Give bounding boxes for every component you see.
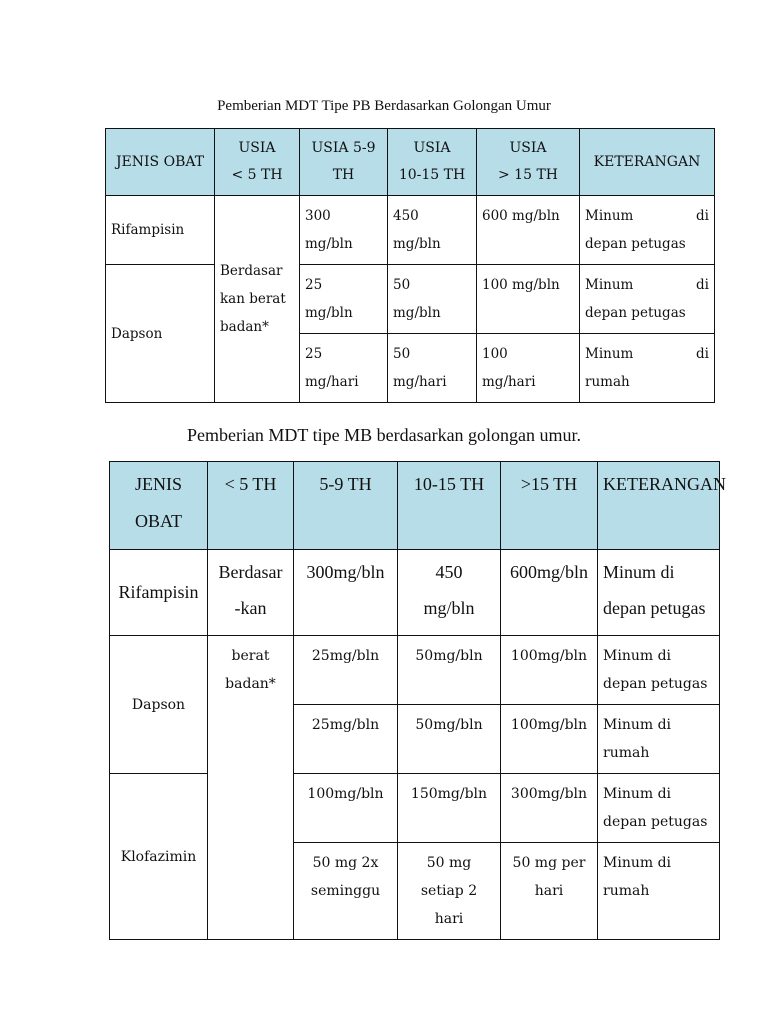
pb-row-dapson-1 bbox=[106, 265, 715, 334]
pb-header-age4-line2: > 15 TH bbox=[498, 167, 558, 183]
mb-cell-line: 450 bbox=[435, 562, 463, 582]
mb-cell-line: Minum di bbox=[603, 786, 672, 802]
mb-cell-line: mg/bln bbox=[423, 598, 475, 618]
mb-drug-klofazimin bbox=[110, 774, 208, 940]
mb-cell-line: seminggu bbox=[310, 883, 381, 899]
mb-header-age1-label: < 5 TH bbox=[224, 474, 277, 494]
pb-cell-line: 100 mg/bln bbox=[482, 277, 560, 293]
mb-cell-line: 300mg/bln bbox=[306, 562, 385, 582]
mb-row-klofazimin-1 bbox=[110, 774, 720, 843]
mb-cell bbox=[501, 705, 598, 774]
pb-drug-label: Dapson bbox=[111, 325, 163, 342]
pb-header-age-under5 bbox=[215, 129, 300, 196]
pb-notes-word: Minum bbox=[585, 346, 634, 362]
pb-cell-line: 100 bbox=[482, 346, 508, 362]
pb-under5-note-line1: Berdasar bbox=[220, 263, 283, 279]
mb-cell bbox=[294, 843, 398, 940]
pb-notes-line1 bbox=[585, 340, 709, 368]
pb-cell-line: 600 mg/bln bbox=[482, 208, 560, 224]
pb-cell-line: 300 bbox=[305, 208, 331, 224]
mb-notes-cell bbox=[598, 705, 720, 774]
mb-rif-age1 bbox=[208, 550, 294, 636]
pb-header-age-over15 bbox=[477, 129, 580, 196]
mb-cell-line: 50mg/bln bbox=[415, 717, 483, 733]
pb-cell-line: mg/bln bbox=[305, 236, 353, 252]
mb-header-drug bbox=[110, 462, 208, 550]
mb-rif-notes bbox=[598, 550, 720, 636]
pb-drug-rifampisin bbox=[106, 196, 215, 265]
pb-cell-line: 25 bbox=[305, 277, 323, 293]
mb-cell bbox=[398, 705, 501, 774]
mb-cell-line: Minum di bbox=[603, 648, 672, 664]
mb-cell-line: 300mg/bln bbox=[510, 786, 588, 802]
mb-drug-dapson bbox=[110, 636, 208, 774]
mb-cell-line: hari bbox=[434, 911, 464, 927]
mb-cell-line: 50 mg per bbox=[512, 855, 586, 871]
mb-row-rifampisin bbox=[110, 550, 720, 636]
pb-cell bbox=[388, 334, 477, 403]
pb-header-notes bbox=[580, 129, 715, 196]
pb-cell-line: mg/hari bbox=[393, 374, 447, 390]
pb-cell bbox=[477, 196, 580, 265]
mb-cell-line: rumah bbox=[603, 745, 650, 761]
pb-under5-note-line2: kan berat bbox=[220, 291, 286, 307]
mb-cell-line: depan petugas bbox=[603, 814, 708, 830]
pb-drug-label: Rifampisin bbox=[111, 222, 185, 238]
pb-cell-line: mg/bln bbox=[393, 305, 441, 321]
pb-cell bbox=[477, 265, 580, 334]
mb-header-age2-label: 5-9 TH bbox=[319, 474, 372, 494]
mb-cell-line: setiap 2 bbox=[420, 883, 478, 899]
mb-cell bbox=[398, 843, 501, 940]
mb-rif-age4 bbox=[501, 550, 598, 636]
pb-header-age1-line1: USIA bbox=[238, 140, 276, 156]
mb-cell-line: Minum di bbox=[603, 562, 675, 582]
mb-header-age4-label: >15 TH bbox=[520, 474, 578, 494]
pb-notes-word: di bbox=[696, 346, 709, 362]
pb-notes-line2: depan petugas bbox=[585, 305, 686, 321]
mb-notes-cell bbox=[598, 774, 720, 843]
mb-table-title: Pemberian MDT tipe MB berdasarkan golongan umur. bbox=[186, 425, 582, 445]
mb-drug-label: Klofazimin bbox=[120, 848, 197, 865]
mb-cell-line: Berdasar bbox=[218, 562, 283, 582]
mb-cell-line: 25mg/bln bbox=[311, 648, 380, 664]
pb-notes-word: Minum bbox=[585, 208, 634, 224]
pb-header-age-5-9 bbox=[300, 129, 388, 196]
pb-header-age-10-15 bbox=[388, 129, 477, 196]
mb-notes-cell bbox=[598, 843, 720, 940]
mb-cell-line: 25mg/bln bbox=[311, 717, 380, 733]
mb-header-drug-line1: JENIS bbox=[134, 474, 182, 494]
mb-cell-line: 50 mg bbox=[426, 855, 472, 871]
pb-cell-line: 50 bbox=[393, 277, 411, 293]
mb-cell bbox=[501, 843, 598, 940]
mb-rif-age3 bbox=[398, 550, 501, 636]
pb-cell-line: 450 bbox=[393, 208, 419, 224]
pb-notes-line1 bbox=[585, 271, 709, 299]
mb-cell-line: -kan bbox=[234, 598, 267, 618]
pb-notes-line2: rumah bbox=[585, 374, 630, 390]
pb-cell-line: mg/hari bbox=[305, 374, 359, 390]
pb-notes-word: di bbox=[696, 208, 709, 224]
mb-header-age3-label: 10-15 TH bbox=[413, 474, 485, 494]
mb-cell-line: berat bbox=[231, 648, 270, 664]
pb-header-age3-line1: USIA bbox=[413, 140, 451, 156]
pb-cell-line: 25 bbox=[305, 346, 323, 362]
mb-cell-line: hari bbox=[534, 883, 564, 899]
mb-drug-label: Dapson bbox=[131, 696, 186, 713]
pb-notes-word: Minum bbox=[585, 277, 634, 293]
pb-cell bbox=[477, 334, 580, 403]
pb-cell bbox=[300, 334, 388, 403]
pb-header-notes-label: KETERANGAN bbox=[593, 153, 701, 170]
pb-cell-line: mg/bln bbox=[393, 236, 441, 252]
pb-notes-line2: depan petugas bbox=[585, 236, 686, 252]
mb-age-under5-cont bbox=[208, 636, 294, 940]
mb-header-age-under5 bbox=[208, 462, 294, 550]
mb-cell-line: badan* bbox=[225, 676, 276, 692]
pb-cell bbox=[388, 265, 477, 334]
mb-cell bbox=[501, 636, 598, 705]
pb-under5-note-line3: badan* bbox=[220, 319, 269, 335]
pb-header-age4-line1: USIA bbox=[509, 140, 547, 156]
pb-header-age3-line2: 10-15 TH bbox=[398, 167, 466, 183]
mb-cell-line: depan petugas bbox=[603, 676, 708, 692]
mb-cell bbox=[294, 774, 398, 843]
pb-notes-line1 bbox=[585, 202, 709, 230]
mb-cell-line: 50mg/bln bbox=[415, 648, 483, 664]
pb-age-under5-note bbox=[215, 196, 300, 403]
mb-header-notes bbox=[598, 462, 726, 550]
mb-cell bbox=[294, 705, 398, 774]
pb-header-drug-label: JENIS OBAT bbox=[115, 153, 205, 170]
mb-notes-cell bbox=[598, 636, 720, 705]
pb-notes-cell bbox=[580, 196, 715, 265]
pb-header-row bbox=[106, 129, 715, 196]
pb-table-title: Pemberian MDT Tipe PB Berdasarkan Golongan Umur bbox=[217, 98, 551, 114]
pb-notes-word: di bbox=[696, 277, 709, 293]
mb-drug-rifampisin bbox=[110, 550, 208, 636]
mb-header-notes-label: KETERANGAN bbox=[603, 474, 726, 494]
pb-cell-line: mg/hari bbox=[482, 374, 536, 390]
pb-drug-dapson bbox=[106, 265, 215, 403]
mb-dosage-table bbox=[109, 461, 726, 940]
pb-cell-line: mg/bln bbox=[305, 305, 353, 321]
mb-cell bbox=[398, 636, 501, 705]
mb-cell-line: 100mg/bln bbox=[510, 717, 588, 733]
pb-dosage-table bbox=[105, 128, 715, 403]
pb-header-drug bbox=[106, 129, 215, 196]
pb-header-age1-line2: < 5 TH bbox=[231, 167, 283, 183]
mb-header-age-5-9 bbox=[294, 462, 398, 550]
mb-cell bbox=[398, 774, 501, 843]
pb-cell bbox=[388, 196, 477, 265]
mb-header-drug-line2: OBAT bbox=[134, 511, 182, 531]
mb-cell-line: rumah bbox=[603, 883, 650, 899]
pb-cell bbox=[300, 265, 388, 334]
mb-rif-age2 bbox=[294, 550, 398, 636]
pb-cell bbox=[300, 196, 388, 265]
mb-cell-line: 150mg/bln bbox=[410, 786, 488, 802]
mb-cell-line: depan petugas bbox=[603, 598, 706, 618]
mb-cell-line: Minum di bbox=[603, 855, 672, 871]
pb-row-rifampisin bbox=[106, 196, 715, 265]
mb-cell bbox=[501, 774, 598, 843]
mb-cell-line: 100mg/bln bbox=[307, 786, 384, 802]
mb-cell bbox=[294, 636, 398, 705]
mb-cell-line: 100mg/bln bbox=[510, 648, 588, 664]
pb-notes-cell bbox=[580, 334, 715, 403]
pb-notes-cell bbox=[580, 265, 715, 334]
mb-header-row bbox=[110, 462, 720, 550]
mb-cell-line: 600mg/bln bbox=[509, 562, 588, 582]
mb-row-dapson-1 bbox=[110, 636, 720, 705]
mb-header-age-over15 bbox=[501, 462, 598, 550]
pb-header-age2-line1: USIA 5-9 bbox=[311, 140, 376, 156]
pb-cell-line: 50 bbox=[393, 346, 411, 362]
mb-drug-label: Rifampisin bbox=[118, 581, 199, 602]
mb-header-age-10-15 bbox=[398, 462, 501, 550]
mb-cell-line: Minum di bbox=[603, 717, 672, 733]
mb-cell-line: 50 mg 2x bbox=[312, 855, 379, 871]
pb-header-age2-line2: TH bbox=[332, 167, 355, 183]
